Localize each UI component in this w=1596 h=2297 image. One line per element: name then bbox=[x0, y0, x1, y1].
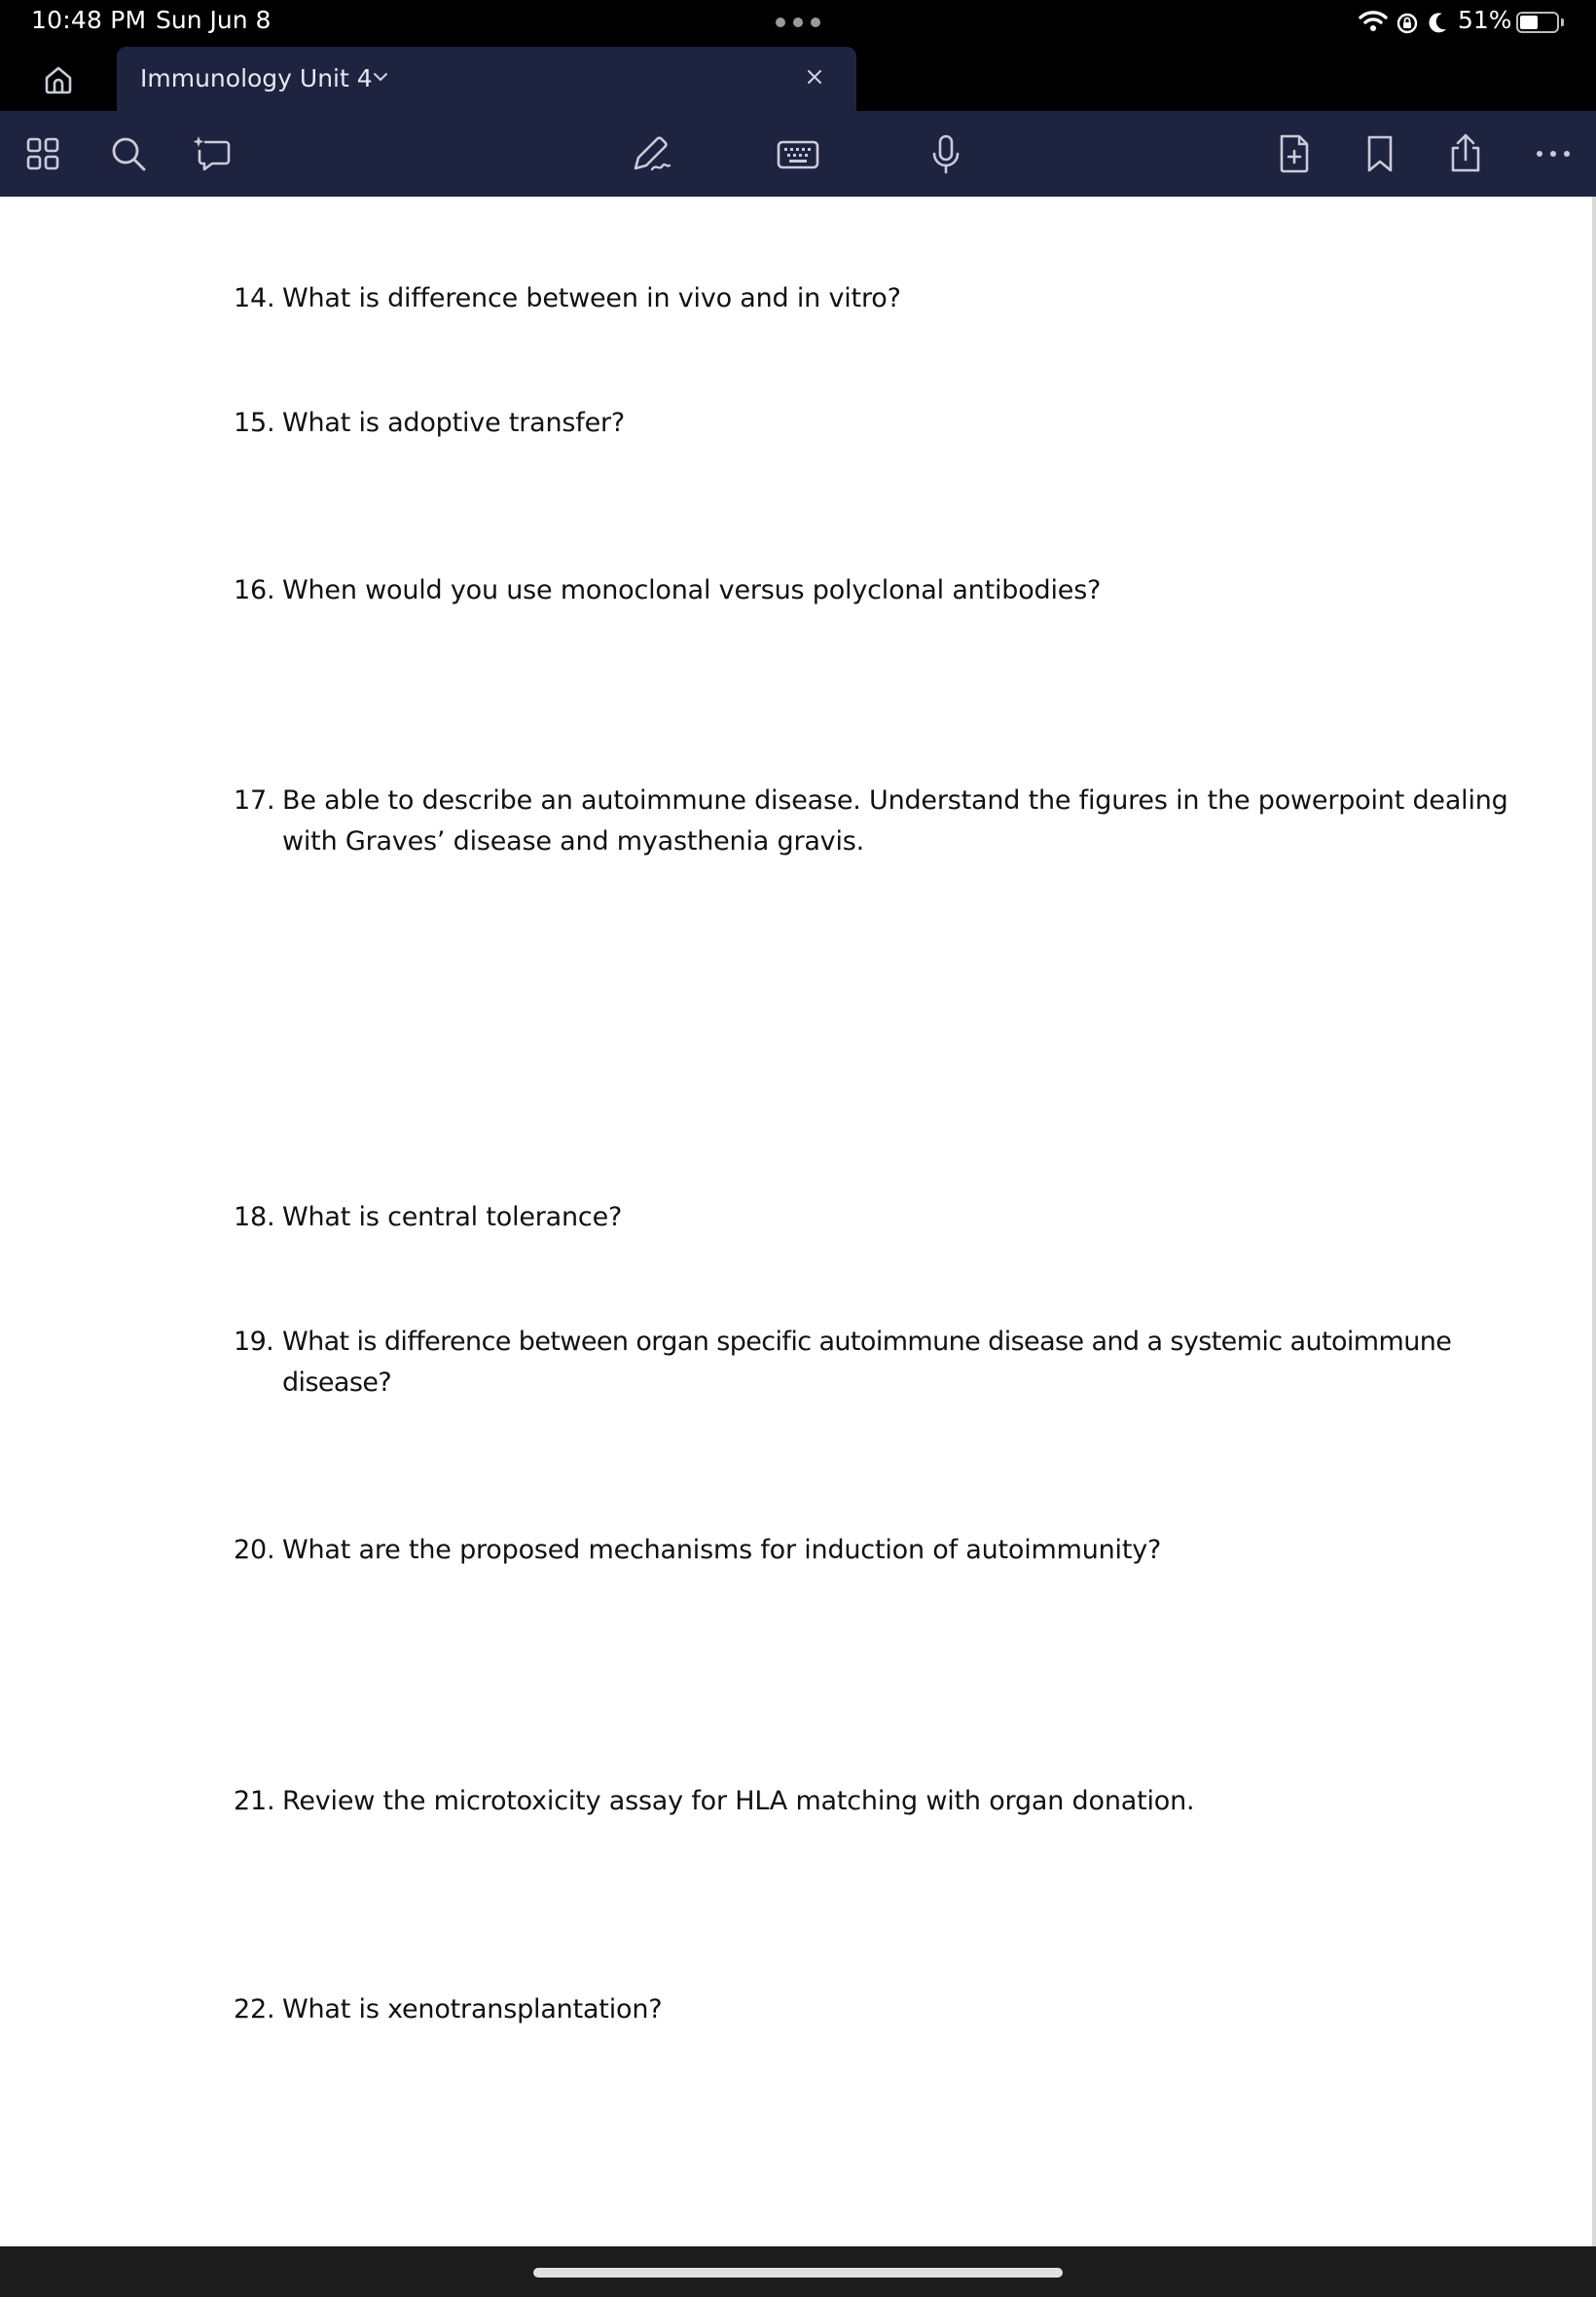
add-page-icon bbox=[1271, 130, 1318, 177]
ai-chat-button[interactable] bbox=[191, 130, 237, 177]
bookmark-button[interactable] bbox=[1357, 130, 1403, 177]
question-text: Review the microtoxicity assay for HLA matching with organ donation. bbox=[282, 1786, 1195, 1816]
document-tab-title: Immunology Unit 4 bbox=[140, 64, 373, 92]
home-indicator[interactable] bbox=[533, 2268, 1063, 2278]
home-icon[interactable] bbox=[39, 60, 78, 99]
question-text: What are the proposed mechanisms for induction of autoimmunity? bbox=[282, 1535, 1162, 1565]
battery-percentage: 51% bbox=[1458, 6, 1512, 34]
question-20 bbox=[234, 1530, 1518, 1571]
bookmark-icon bbox=[1357, 130, 1403, 177]
microphone-icon bbox=[923, 130, 969, 177]
orientation-lock-icon bbox=[1396, 12, 1419, 35]
multitasking-handle[interactable] bbox=[776, 18, 820, 27]
ai-chat-icon bbox=[191, 130, 237, 177]
page-edge bbox=[1592, 197, 1596, 2246]
question-number: 21. bbox=[234, 1786, 275, 1816]
question-number: 19. bbox=[234, 1327, 274, 1357]
question-number: 18. bbox=[234, 1202, 275, 1232]
keyboard-button[interactable] bbox=[775, 130, 821, 177]
wifi-icon bbox=[1359, 10, 1388, 31]
search-button[interactable] bbox=[105, 130, 152, 177]
share-icon bbox=[1442, 130, 1489, 177]
add-page-button[interactable] bbox=[1271, 130, 1318, 177]
question-number: 20. bbox=[234, 1535, 275, 1565]
home-indicator-area bbox=[0, 2246, 1596, 2297]
status-time: 10:48 PM bbox=[31, 6, 147, 34]
share-button[interactable] bbox=[1442, 130, 1489, 177]
tab-bar bbox=[0, 47, 1596, 111]
question-text: Be able to describe an autoimmune disease. Understand the figures in the powerpoint dealing with Graves’ disease and myasthenia gravis. bbox=[282, 785, 1508, 857]
more-options-button[interactable] bbox=[1530, 130, 1577, 177]
close-tab-icon[interactable] bbox=[806, 68, 823, 86]
thumbnail-grid-icon bbox=[19, 130, 66, 177]
question-21 bbox=[234, 1781, 1518, 1822]
status-date: Sun Jun 8 bbox=[156, 6, 272, 34]
question-14 bbox=[234, 278, 1518, 319]
question-22 bbox=[234, 1989, 1518, 2030]
status-bar bbox=[0, 0, 1596, 47]
question-18 bbox=[234, 1197, 1518, 1238]
thumbnail-grid-button[interactable] bbox=[19, 130, 66, 177]
question-15 bbox=[234, 403, 1518, 444]
pen-tool-button[interactable] bbox=[627, 130, 673, 177]
question-text: What is adoptive transfer? bbox=[282, 408, 626, 438]
question-16 bbox=[234, 570, 1518, 611]
question-text: When would you use monoclonal versus polyclonal antibodies? bbox=[282, 575, 1102, 605]
question-number: 17. bbox=[234, 785, 275, 816]
question-text: What is difference between in vivo and in vitro? bbox=[282, 283, 901, 313]
chevron-down-icon[interactable] bbox=[372, 68, 389, 86]
document-tab[interactable] bbox=[117, 47, 856, 111]
question-number: 16. bbox=[234, 575, 275, 605]
battery-icon bbox=[1516, 12, 1559, 33]
document-page[interactable] bbox=[0, 197, 1596, 2246]
search-icon bbox=[105, 130, 152, 177]
battery-cap bbox=[1561, 18, 1564, 26]
more-icon bbox=[1530, 130, 1577, 177]
question-text: What is xenotransplantation? bbox=[282, 1994, 663, 2024]
microphone-button[interactable] bbox=[923, 130, 969, 177]
question-text: What is difference between organ specific autoimmune disease and a systemic autoimmune disease? bbox=[282, 1327, 1452, 1398]
pen-icon bbox=[627, 130, 673, 177]
question-17 bbox=[234, 781, 1518, 862]
toolbar bbox=[0, 111, 1596, 197]
keyboard-icon bbox=[775, 130, 821, 177]
question-19 bbox=[234, 1322, 1518, 1404]
question-number: 22. bbox=[234, 1994, 275, 2024]
do-not-disturb-moon-icon bbox=[1427, 11, 1448, 34]
question-number: 15. bbox=[234, 408, 275, 438]
battery-level-fill bbox=[1520, 16, 1538, 29]
question-text: What is central tolerance? bbox=[282, 1202, 623, 1232]
question-number: 14. bbox=[234, 283, 275, 313]
